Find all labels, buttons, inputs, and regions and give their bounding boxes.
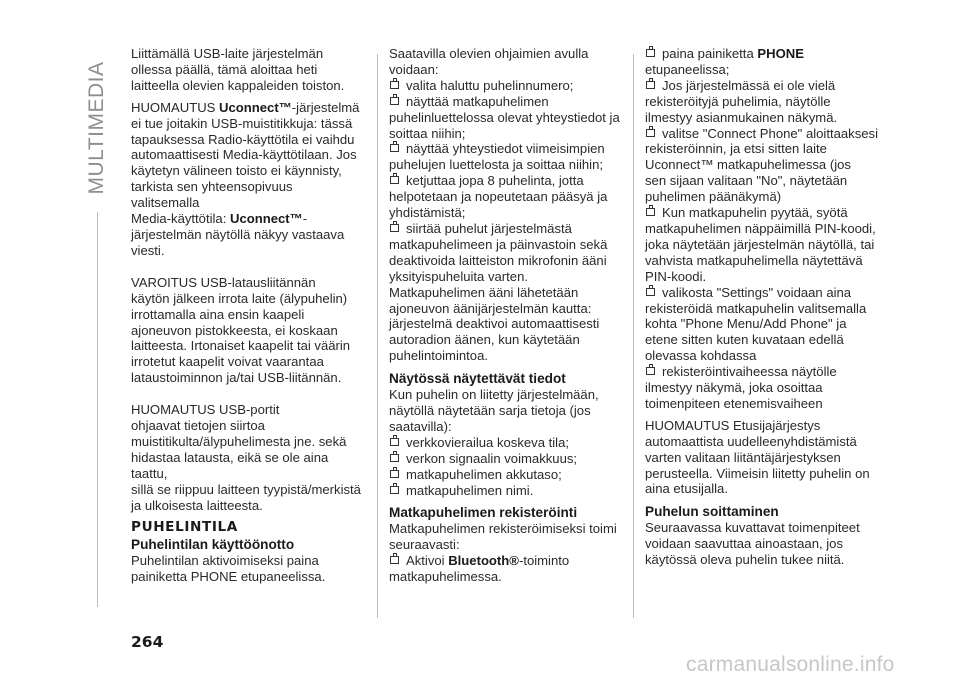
- list-item: verkon signaalin voimakkuus;: [389, 451, 624, 467]
- bullet-icon: [390, 224, 399, 232]
- side-title-text: MULTIMEDIA: [85, 61, 108, 195]
- subheading-phone-start: Puhelintilan käyttöönotto: [131, 537, 295, 553]
- list-item: paina painiketta PHONE: [645, 46, 883, 62]
- list-item-continuation: rekisteröidä matkapuhelin valitsemalla kohta "Phone Menu/Add Phone" ja etene sitten kuten kuvataan edellä olevassa kohdassa: [645, 300, 867, 364]
- list-item: Aktivoi Bluetooth®-toiminto: [389, 553, 624, 569]
- list-item-continuation: etupaneelissa;: [645, 61, 730, 77]
- bullet-icon: [646, 129, 655, 137]
- list-item: siirtää puhelut järjestelmästä: [389, 221, 624, 237]
- list-item-continuation: matkapuhelimeen ja päinvastoin sekä deaktivoida laitteiston mikrofonin ääni yksityispuheluita varten.: [389, 236, 608, 284]
- warning-paragraph: VAROITUS USB-latausliitännän käytön jälkeen irrota laite (älypuhelin) irrottamalla aina ensin kaapeli ajoneuvon pistokkeesta, ei koskaan laitteesta. Irtonaiset kaapelit tai väärin irrotetut kaapelit voivat vaarantaa lataustoiminnon ja/tai USB-liitännän.: [131, 274, 351, 386]
- column-1: [131, 46, 363, 585]
- bullet-icon: [390, 556, 399, 564]
- list-item-continuation: ilmestyy näkymä, joka osoittaa toimenpiteen etenemisvaiheen: [645, 380, 823, 411]
- bullet-icon: [646, 208, 655, 216]
- list-item: ketjuttaa jopa 8 puhelinta, jotta: [389, 173, 624, 189]
- usb-note-paragraph: HUOMAUTUS Uconnect™-järjestelmä ei tue joitakin USB-muistitikkuja: tässä tapauksessa Radio-käyttötila ei vaihdu automaattisesti Media-käyttötilaan. Jos käytetyn välineen toisto ei käynnisty, tarkista sen yhteensopivuus valitsemalla Media-käyttötila: Uconnect™- järjestelmän näytöllä näkyy vastaava viesti.: [131, 99, 360, 258]
- list-item: matkapuhelimen akkutaso;: [389, 467, 624, 483]
- bullet-icon: [390, 486, 399, 494]
- audio-paragraph: Matkapuhelimen ääni lähetetään ajoneuvon äänijärjestelmän kautta: järjestelmä deaktivoi automaattisesti autoradion äänen, kun käytetään puhelintoimintoa.: [389, 284, 600, 364]
- list-item: rekisteröintivaiheessa näytölle: [645, 364, 883, 380]
- list-item-continuation: puhelinluettelossa olevat yhteystiedot ja soittaa niihin;: [389, 109, 620, 141]
- priority-note: HUOMAUTUS Etusijajärjestys automaattista uudelleenyhdistämistä varten valitaan liitäntäjärjestyksen perusteella. Viimeisin liitetty puhelin on aina etusijalla.: [645, 417, 870, 497]
- subheading-display-info: Näytössä näytettävät tiedot: [389, 371, 566, 387]
- bullet-icon: [390, 470, 399, 478]
- bullet-icon: [646, 81, 655, 89]
- list-item: Jos järjestelmässä ei ole vielä: [645, 78, 883, 94]
- column-divider-2: [633, 54, 634, 618]
- list-item: valikosta "Settings" voidaan aina: [645, 285, 883, 301]
- list-item: matkapuhelimen nimi.: [389, 483, 624, 499]
- subheading-registration: Matkapuhelimen rekisteröinti: [389, 505, 578, 521]
- list-item: näyttää matkapuhelimen: [389, 94, 624, 110]
- list-item: Kun matkapuhelin pyytää, syötä: [645, 205, 883, 221]
- section-heading: PUHELINTILA: [131, 519, 238, 536]
- list-item: verkkovierailua koskeva tila;: [389, 435, 624, 451]
- usb-paragraph: Liittämällä USB-laite järjestelmän ollessa päällä, tämä aloittaa heti laitteella olevien kappaleiden toiston.: [131, 46, 345, 93]
- list-item-continuation: rekisteröityjä puhelimia, näytölle ilmestyy asianmukainen näkymä.: [645, 93, 838, 125]
- bullet-icon: [390, 81, 399, 89]
- watermark: carmanualsonline.info: [686, 653, 895, 676]
- bullet-icon: [390, 454, 399, 462]
- list-item-continuation: rekisteröinnin, ja etsi sitten laite Uconnect™ matkapuhelimessa (jos sen sijaan valitaan "No", näytetään puhelimen päänäkymä): [645, 141, 851, 205]
- usb-ports-note: HUOMAUTUS USB-portit ohjaavat tietojen siirtoa muistitikulta/älypuhelimesta jne. sekä hidastaa latausta, eikä se ole aina taattu, sillä se riippuu laitteen tyypistä/merkistä ja ulkoisesta laitteesta.: [131, 402, 361, 513]
- list-item-continuation: matkapuhelimessa.: [389, 569, 502, 585]
- list-item: näyttää yhteystiedot viimeisimpien: [389, 141, 624, 157]
- list-item-continuation: matkapuhelimen näppäimillä PIN-koodi, joka näytetään järjestelmän näytöllä, tai vahvista matkapuhelimella näytettävä PIN-koodi.: [645, 220, 876, 284]
- page-number: 264: [131, 633, 164, 651]
- list-item-continuation: puhelujen luettelosta ja soittaa niihin;: [389, 157, 604, 173]
- bullet-icon: [646, 367, 655, 375]
- bullet-icon: [390, 176, 399, 184]
- display-info-paragraph: Kun puhelin on liitetty järjestelmään, näytöllä näytetään sarja tietoja (jos saatavilla):: [389, 387, 599, 434]
- registration-paragraph: Matkapuhelimen rekisteröimiseksi toimi seuraavasti:: [389, 521, 617, 553]
- column-divider-1: [377, 54, 378, 618]
- bullet-icon: [390, 438, 399, 446]
- phone-start-paragraph: Puhelintilan aktivoimiseksi paina painiketta PHONE etupaneelissa.: [131, 553, 326, 585]
- list-item-continuation: helpotetaan ja nopeutetaan pääsyä ja yhdistämistä;: [389, 189, 608, 221]
- column-3: [645, 46, 883, 568]
- calls-paragraph: Seuraavassa kuvattavat toimenpiteet voidaan saavuttaa ainoastaan, jos käytössä oleva puhelin tukee niitä.: [645, 520, 860, 568]
- column-2: [389, 46, 624, 585]
- bullet-icon: [390, 144, 399, 152]
- side-title: [84, 48, 110, 208]
- bullet-icon: [646, 288, 655, 296]
- list-item: valitse "Connect Phone" aloittaaksesi: [645, 126, 883, 142]
- side-divider: [97, 212, 98, 607]
- bullet-icon: [390, 97, 399, 105]
- list-item: valita haluttu puhelinnumero;: [389, 78, 624, 94]
- controls-intro: Saatavilla olevien ohjaimien avulla voidaan:: [389, 46, 589, 77]
- subheading-calls: Puhelun soittaminen: [645, 504, 779, 520]
- bullet-icon: [646, 49, 655, 57]
